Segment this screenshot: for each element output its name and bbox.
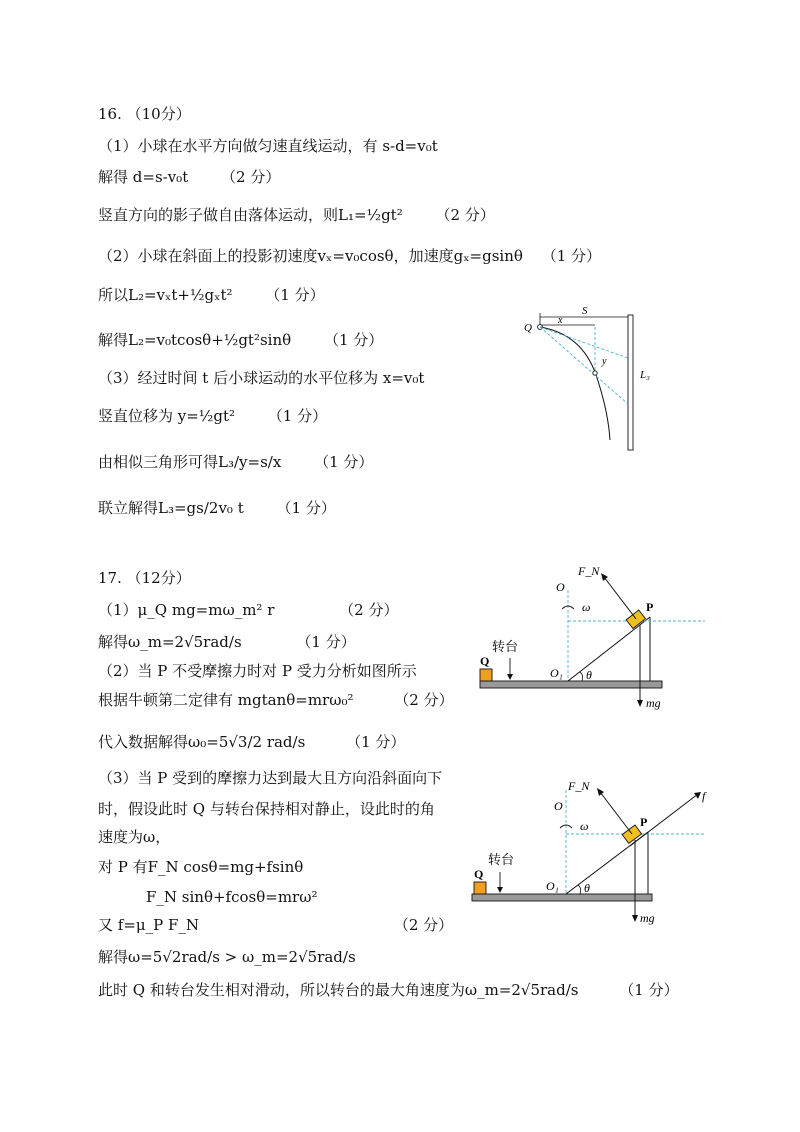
q17-line-11 — [98, 915, 453, 935]
q17-line-1-text: （1）μ_Q mg=mω_m² r — [98, 601, 275, 619]
q17-line-12 — [98, 947, 356, 967]
q17-line-4-text: 根据牛顿第二定律有 mgtanθ=mrω₀² — [98, 691, 354, 709]
mg-label: mg — [640, 911, 655, 925]
q16-line-5-text: 所以L₂=vₓt+½gₓt² — [98, 286, 233, 304]
q17-line-7 — [98, 799, 435, 819]
o-label: O — [556, 580, 565, 594]
q17-line-11-score: （2 分） — [393, 916, 454, 934]
q16-line-6-score: （1 分） — [323, 331, 384, 349]
q16-line-3-text: 竖直方向的影子做自由落体运动，则L₁=½gt² — [98, 206, 403, 224]
theta-label: θ — [586, 668, 592, 682]
p-block — [622, 825, 641, 843]
p-block — [626, 610, 645, 629]
s-label: S — [582, 305, 588, 317]
q-label: Q — [480, 654, 490, 668]
q16-line-9-text: 由相似三角形可得L₃/y=s/x — [98, 453, 282, 471]
turntable-label: 转台 — [492, 639, 519, 654]
f-label: f — [702, 789, 706, 803]
q16-line-3-score: （2 分） — [435, 206, 495, 224]
q16-line-2 — [98, 167, 280, 187]
figure-turntable-with-friction — [470, 780, 715, 940]
q17-line-13-text: 此时 Q 和转台发生相对滑动，所以转台的最大角速度为ω_m=2√5rad/s — [98, 981, 579, 999]
q-label: Q — [524, 322, 532, 334]
q17-line-5 — [98, 732, 405, 752]
q16-line-1 — [98, 136, 438, 156]
omega-label: ω — [582, 600, 591, 614]
wall — [628, 315, 633, 450]
q16-line-9 — [98, 452, 373, 472]
y-label: y — [602, 356, 607, 367]
turntable-arrowhead — [497, 887, 503, 893]
fn-arrowhead — [597, 788, 604, 796]
q17-line-9 — [98, 857, 303, 877]
q17-line-1 — [98, 600, 398, 620]
q17-line-3-text: （2）当 P 不受摩擦力时对 P 受力分析如图所示 — [98, 662, 417, 680]
trajectory-curve — [540, 327, 610, 440]
p-label: P — [646, 600, 654, 614]
q17-header — [98, 568, 191, 588]
fn-arrowhead — [601, 573, 608, 581]
theta-arc — [580, 672, 583, 681]
ball-point — [593, 371, 597, 375]
q17-line-11-text: 又 f=μ_P F_N — [98, 916, 200, 934]
q16-line-4 — [98, 246, 601, 266]
light-ray-line — [540, 327, 628, 404]
fn-arrow — [604, 577, 636, 619]
q16-line-5-score: （1 分） — [265, 286, 325, 304]
q17-line-2-text: 解得ω_m=2√5rad/s — [98, 633, 242, 651]
q17-line-8-text: 速度为ω， — [98, 828, 171, 846]
q17-line-1-score: （2 分） — [339, 601, 399, 619]
turntable-label: 转台 — [488, 852, 515, 867]
q16-line-6-text: 解得L₂=v₀tcosθ+½gt²sinθ — [98, 331, 292, 349]
q16-line-8-score: （1 分） — [267, 407, 328, 425]
q17-line-3 — [98, 661, 417, 681]
q16-line-5 — [98, 285, 325, 305]
q17-line-2 — [98, 632, 356, 652]
p-label: P — [640, 815, 648, 829]
q16-line-1-text: （1）小球在水平方向做匀速直线运动，有 s-d=v₀t — [98, 137, 438, 155]
q17-line-5-score: （1 分） — [346, 733, 406, 751]
mg-arrowhead — [632, 915, 638, 922]
q17-line-2-score: （1 分） — [296, 633, 356, 651]
q17-header-text: 17. （12分） — [98, 569, 191, 587]
theta-arc — [578, 885, 581, 894]
q17-line-6-text: （3）当 P 受到的摩擦力达到最大且方向沿斜面向下 — [98, 769, 443, 787]
q17-line-10 — [146, 887, 317, 907]
q17-line-6 — [98, 768, 442, 788]
q16-line-10-score: （1 分） — [276, 499, 336, 517]
turntable-plate — [480, 681, 662, 688]
fn-arrow — [600, 792, 632, 834]
q16-line-3 — [98, 205, 495, 225]
o-label: O — [554, 799, 563, 813]
q17-line-13-score: （1 分） — [619, 981, 679, 999]
mg-arrowhead — [637, 700, 643, 707]
q-block — [474, 882, 486, 894]
figure-turntable-no-friction — [470, 555, 710, 715]
q16-line-9-score: （1 分） — [314, 453, 374, 471]
q-block — [480, 669, 492, 681]
turntable-arrowhead — [507, 674, 513, 680]
q17-line-13 — [98, 980, 679, 1000]
q17-line-8 — [98, 827, 170, 847]
q17-line-4-score: （2 分） — [394, 691, 454, 709]
q16-line-7 — [98, 368, 424, 388]
q16-line-4-score: （1 分） — [541, 247, 602, 265]
q16-line-8 — [98, 406, 327, 426]
turntable-plate — [472, 894, 652, 901]
q16-header — [98, 104, 191, 124]
l3-label: L₃ — [640, 369, 650, 381]
q16-line-10 — [98, 498, 336, 518]
q-label: Q — [474, 867, 484, 881]
q16-line-8-text: 竖直位移为 y=½gt² — [98, 407, 235, 425]
q17-line-7-text: 时，假设此时 Q 与转台保持相对静止，设此时的角 — [98, 800, 435, 818]
q16-line-2-text: 解得 d=s-v₀t — [98, 168, 189, 186]
q16-line-4-text: （2）小球在斜面上的投影初速度vₓ=v₀cosθ，加速度gₓ=gsinθ — [98, 247, 523, 265]
fn-label: F_N — [578, 564, 600, 578]
q17-line-9-text: 对 P 有F_N cosθ=mg+fsinθ — [98, 858, 304, 876]
x-label: x — [558, 315, 563, 326]
o1-label: O₁ — [546, 879, 559, 893]
omega-label: ω — [580, 819, 589, 833]
mg-label: mg — [646, 696, 661, 710]
q16-header-text: 16. （10分） — [98, 105, 191, 123]
q17-line-4 — [98, 690, 454, 710]
q16-line-10-text: 联立解得L₃=gs/2v₀ t — [98, 499, 244, 517]
q17-line-12-text: 解得ω=5√2rad/s > ω_m=2√5rad/s — [98, 948, 356, 966]
friction-arrowhead — [694, 792, 701, 799]
figure-projectile-shadow — [520, 300, 665, 455]
incline-line — [568, 617, 650, 681]
o1-label: O₁ — [550, 666, 563, 680]
q16-line-7-text: （3）经过时间 t 后小球运动的水平位移为 x=v₀t — [98, 369, 425, 387]
theta-label: θ — [584, 881, 590, 895]
slope-dashed-line — [540, 327, 628, 358]
q16-line-6 — [98, 330, 383, 350]
q17-line-10-text: F_N sinθ+fcosθ=mrω² — [146, 888, 318, 906]
fn-label: F_N — [568, 780, 590, 793]
q17-line-5-text: 代入数据解得ω₀=5√3/2 rad/s — [98, 733, 306, 751]
q16-line-2-score: （2 分） — [221, 168, 281, 186]
